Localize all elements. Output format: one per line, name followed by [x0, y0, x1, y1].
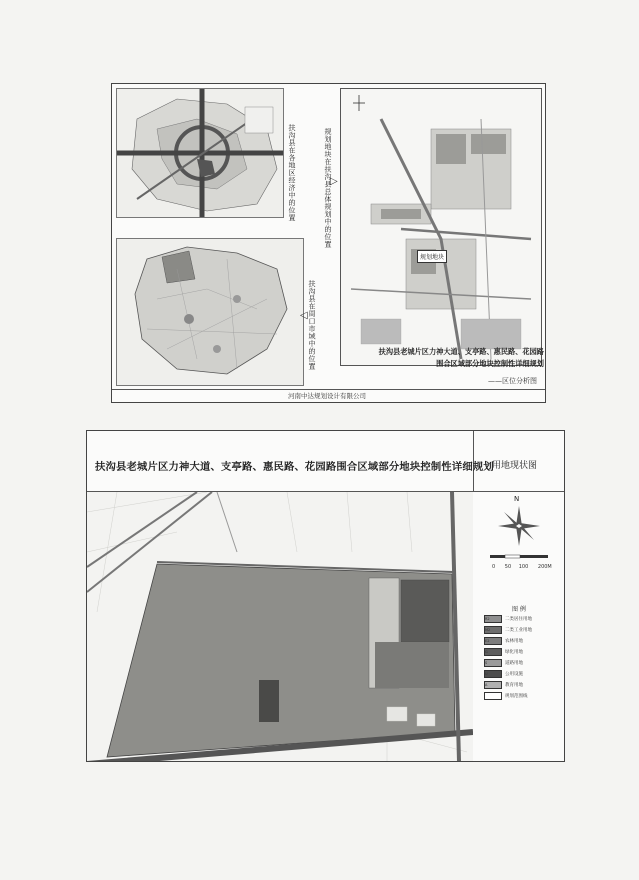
- north-label: N: [514, 495, 520, 503]
- legend-item: [484, 669, 556, 678]
- panel2-title-bar: [87, 431, 494, 492]
- scale-labels: [492, 564, 552, 570]
- legend-item: [484, 647, 556, 656]
- land-use-map: [87, 492, 473, 761]
- land-use-graphic: [87, 492, 473, 761]
- scale-label-2: 100: [518, 564, 529, 570]
- arrow-right-icon: ▷: [330, 176, 338, 187]
- legend-swatch: S: [484, 659, 502, 667]
- legend-swatch: R2: [484, 615, 502, 623]
- panel1-footer: [112, 389, 545, 402]
- land-use-status-panel: [86, 430, 565, 762]
- legend-label: 规划范围线: [505, 693, 528, 699]
- legend-label: 道路用地: [505, 660, 523, 666]
- legend-swatch: E2: [484, 637, 502, 645]
- panel1-title-line1: 扶沟县老城片区力神大道、支亭路、惠民路、花园路: [378, 347, 544, 356]
- legend-swatch: M2: [484, 626, 502, 634]
- regional-position-label: 扶沟县在各地区经济中的位置: [288, 124, 296, 222]
- legend: [484, 614, 556, 702]
- legend-label: 二类居住用地: [505, 616, 532, 622]
- legend-label: 教育用地: [505, 682, 523, 688]
- map-side-panel: [474, 492, 564, 761]
- regional-map-graphic: [117, 89, 283, 217]
- legend-label: 绿化用地: [505, 649, 523, 655]
- company-name: 河南中达规划设计有限公司: [288, 392, 366, 400]
- legend-swatch: A: [484, 681, 502, 689]
- scale-bar-icon: [490, 554, 550, 560]
- scale-label-1: 50: [504, 564, 512, 570]
- plan-plot-tag: 规划地块: [417, 250, 447, 263]
- compass-rose-icon: [496, 504, 542, 548]
- legend-label: 二类工业用地: [505, 627, 532, 633]
- inset-maps-column: [112, 84, 338, 390]
- location-analysis-panel: [111, 83, 546, 403]
- scale-label-0: 0: [492, 564, 496, 570]
- panel1-subtitle: ——区位分析图: [488, 377, 537, 385]
- legend-item: [484, 691, 556, 700]
- legend-label: 公用设施: [505, 671, 523, 677]
- city-map-graphic: [117, 239, 303, 385]
- panel1-title-line2: 围合区域部分地块控制性详细规划: [436, 359, 544, 368]
- map-type-label: 用地现状图: [492, 461, 538, 471]
- legend-swatch: U: [484, 670, 502, 678]
- map-type-box: [474, 431, 564, 492]
- legend-item: [484, 658, 556, 667]
- panel1-title: [348, 346, 544, 370]
- legend-item: [484, 636, 556, 645]
- regional-inset-map: [116, 88, 284, 218]
- legend-item: [484, 614, 556, 623]
- master-plan-map: [340, 88, 542, 366]
- legend-item: [484, 680, 556, 689]
- zhoukou-position-label: 扶沟县在周口市域中的位置: [308, 280, 316, 370]
- master-plan-position-label: 规划地块在扶沟县总体规划中的位置: [324, 128, 332, 248]
- panel2-title: 扶沟县老城片区力神大道、支亭路、惠民路、花园路围合区域部分地块控制性详细规划: [95, 461, 494, 473]
- arrow-left-icon: ◁: [300, 310, 308, 321]
- legend-swatch: G: [484, 648, 502, 656]
- legend-label: 农林用地: [505, 638, 523, 644]
- city-inset-map: [116, 238, 304, 386]
- master-plan-graphic: [341, 89, 541, 365]
- legend-item: [484, 625, 556, 634]
- legend-title: 图 例: [512, 606, 526, 613]
- scale-label-3: 200M: [537, 564, 552, 570]
- legend-swatch: [484, 692, 502, 700]
